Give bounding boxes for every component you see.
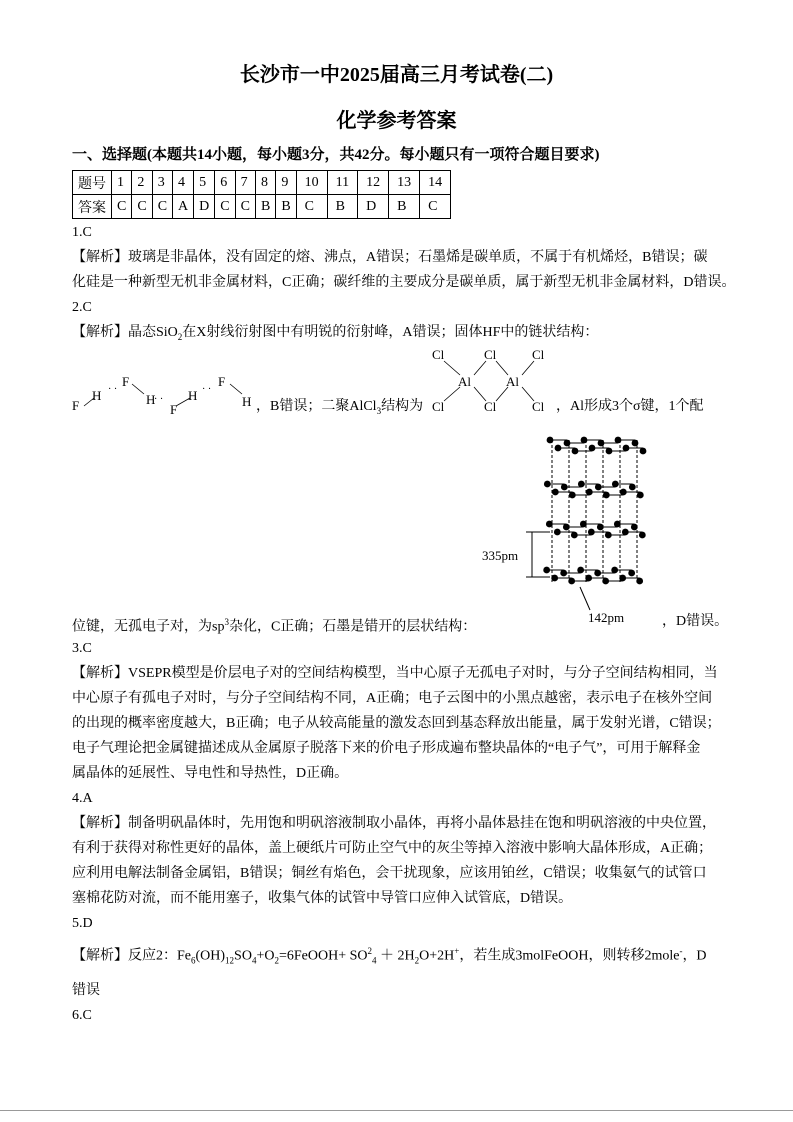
answer-cell: A [173,195,194,219]
page-subtitle: 化学参考答案 [336,110,457,132]
atom-label: F [122,374,130,389]
text-segment: 4.A [72,791,93,806]
carbon-atom [639,532,646,539]
text-segment: 【解析】VSEPR模型是价层电子对的空间结构模型，当中心原子无孤电子对时，与分子空间结构相同，当 [72,666,718,681]
text-segment: 1.C [72,225,92,240]
text-segment: O+2H [419,948,455,964]
text-segment: 6.C [72,1008,92,1023]
table-row [73,171,451,195]
question-number-cell: 12 [358,171,389,195]
cl-label: Cl [532,347,545,362]
answer-cell: B [327,195,357,219]
text-segment: =6FeOOH+ SO [278,948,368,964]
question-number-cell: 6 [215,171,235,195]
text-segment: ，D [682,948,707,964]
text-segment: + [454,946,460,956]
text-segment: 化硅是一种新型无机非金属材料，C正确；碳纤维的主要成分是碳单质，属于新型无机非金属材料，D错误。 [72,275,736,290]
alcl3-dimer-diagram [430,345,555,415]
answer-cell: C [420,195,451,219]
cl-label: Cl [432,347,445,362]
text-line [72,274,735,292]
text-line [72,765,348,783]
text-segment: 2 [367,946,372,956]
text-line [72,640,92,658]
text-segment: ，Al形成3个σ键，1个配 [556,399,704,414]
text-segment: 在X射线衍射图中有明锐的衍射峰，A错误；固体HF中的链状结构： [182,325,599,340]
question-number-cell: 11 [327,171,357,195]
layer-spacing-label: 335pm [482,548,519,563]
text-line [72,715,721,733]
text-segment: 3.C [72,641,92,656]
text-segment: - [679,946,683,956]
answer-cell: C [235,195,255,219]
question-number-cell: 1 [112,171,132,195]
atom-label: F [72,398,80,413]
question-number-cell: 14 [420,171,451,195]
page-title: 长沙市一中2025届高三月考试卷(二) [239,64,554,86]
atom-label: F [170,402,178,415]
answer-cell: B [276,195,296,219]
text-line [72,613,476,637]
al-label: Al [506,374,519,389]
text-segment: 5.D [72,916,93,931]
text-line [72,324,598,346]
text-line [72,865,707,883]
cl-label: Cl [484,347,497,362]
text-segment: ，若生成3molFeOOH，则转移2mole [459,948,680,964]
answer-cell: D [194,195,215,219]
cl-label: Cl [532,399,545,414]
text-segment: 3 [376,405,382,416]
text-segment: 中心原子有孤电子对时，与分子空间结构不同，A正确；电子云图中的小黑点越密，表示电子在核外空间 [72,691,713,706]
text-line [72,840,712,858]
row-label: 答案 [73,195,112,219]
answer-cell: C [296,195,327,219]
question-number-cell: 2 [132,171,152,195]
text-segment: SO [234,948,252,964]
text-line [72,890,572,908]
text-segment: 杂化，C正确；石墨是错开的层状结构： [228,619,477,635]
cl-label: Cl [484,399,497,414]
answer-cell: B [255,195,275,219]
text-segment: 2 [414,955,420,966]
text-segment: 塞棉花防对流，而不能用塞子，收集气体的试管中导管口应伸入试管底，D错误。 [72,891,573,906]
text-line [72,299,92,317]
atom-label: H [146,392,156,407]
carbon-atom [628,570,635,577]
carbon-atom [637,492,644,499]
svg-text:· ·: · · [202,384,212,395]
text-segment: 6 [191,955,196,966]
atom-label: H [188,388,198,403]
text-segment: ＋ 2H [376,948,415,964]
answer-cell: C [215,195,235,219]
text-line [556,398,704,416]
graphite-structure-diagram [480,432,660,627]
question-number-cell: 5 [194,171,215,195]
text-segment: 【解析】晶态SiO [72,325,178,340]
svg-text:· ·: · · [154,394,164,405]
text-segment: 位键，无孤电子对，为sp [72,619,225,635]
text-line [72,1007,92,1025]
cl-label: Cl [432,399,445,414]
text-segment: 应利用电解法制备金属铝，B错误；铜丝有焰色，会干扰现象，应该用铂丝，C错误；收集氨气的试管口 [72,866,707,881]
al-label: Al [458,374,471,389]
text-line [72,982,100,1000]
text-segment: 【解析】制备明矾晶体时，先用饱和明矾溶液制取小晶体，再将小晶体悬挂在饱和明矾溶液的中央位置， [72,816,716,831]
text-segment: 【解析】反应2：Fe [72,948,191,964]
text-segment: ，D错误。 [662,614,729,629]
question-number-cell: 10 [296,171,327,195]
carbon-atom [629,484,636,491]
text-line [72,224,92,242]
bond-length-label: 142pm [588,610,625,625]
answer-cell: C [132,195,152,219]
text-segment: 2 [177,331,183,342]
text-line [72,665,718,683]
text-segment: 有利于获得对称性更好的晶体，盖上硬纸片可防止空气中的灰尘等掉入溶液中影响大晶体形成，A正确； [72,841,713,856]
atom-label: H [242,394,252,409]
question-number-cell: 4 [173,171,194,195]
question-number-cell: 9 [276,171,296,195]
text-segment: 4 [251,955,257,966]
text-line [256,398,423,420]
question-number-cell: 7 [235,171,255,195]
text-line [662,613,728,631]
question-number-cell: 13 [389,171,420,195]
answer-cell: C [152,195,172,219]
text-segment: 属晶体的延展性、导电性和导热性，D正确。 [72,766,349,781]
carbon-atom [640,448,647,455]
answer-cell: B [389,195,420,219]
atom-label: F [218,374,226,389]
text-segment: ，B错误；二聚AlCl [256,399,377,414]
text-segment: 4 [372,955,377,966]
text-segment: 结构为 [381,399,424,414]
text-segment: 2.C [72,300,92,315]
text-segment: (OH) [195,948,226,964]
text-segment: 2 [274,955,279,966]
text-line [72,915,93,933]
question-number-cell: 3 [152,171,172,195]
text-segment: 【解析】玻璃是非晶体，没有固定的熔、沸点，A错误；石墨烯是碳单质，不属于有机烯烃，B错误；碳 [72,250,708,265]
text-line [72,740,700,758]
text-segment: +O [256,948,275,964]
answer-table [72,170,451,219]
text-segment: 3 [224,617,229,627]
text-segment: 错误 [72,983,100,998]
text-line [72,815,716,833]
text-line [72,942,707,969]
answer-cell: D [358,195,389,219]
hf-chain-diagram [72,370,262,415]
answer-cell: C [112,195,132,219]
svg-text:· ·: · · [108,384,118,395]
text-segment: 12 [225,955,235,966]
question-number-cell: 8 [255,171,275,195]
atom-label: H [92,388,102,403]
table-row [73,195,451,219]
text-segment: 的出现的概率密度越大，B正确；电子从较高能量的激发态回到基态释放出能量，属于发射光谱，C错误； [72,716,721,731]
text-line [72,690,712,708]
section-heading: 一、选择题(本题共14小题，每小题3分，共42分。每小题只有一项符合题目要求) [72,147,600,163]
text-segment: 电子气理论把金属键描述成从金属原子脱落下来的价电子形成遍布整块晶体的“电子气”，可用于解释金 [72,741,701,756]
text-line [72,249,707,267]
page-bottom-rule [0,1110,793,1111]
text-line [72,790,93,808]
row-label: 题号 [73,171,112,195]
